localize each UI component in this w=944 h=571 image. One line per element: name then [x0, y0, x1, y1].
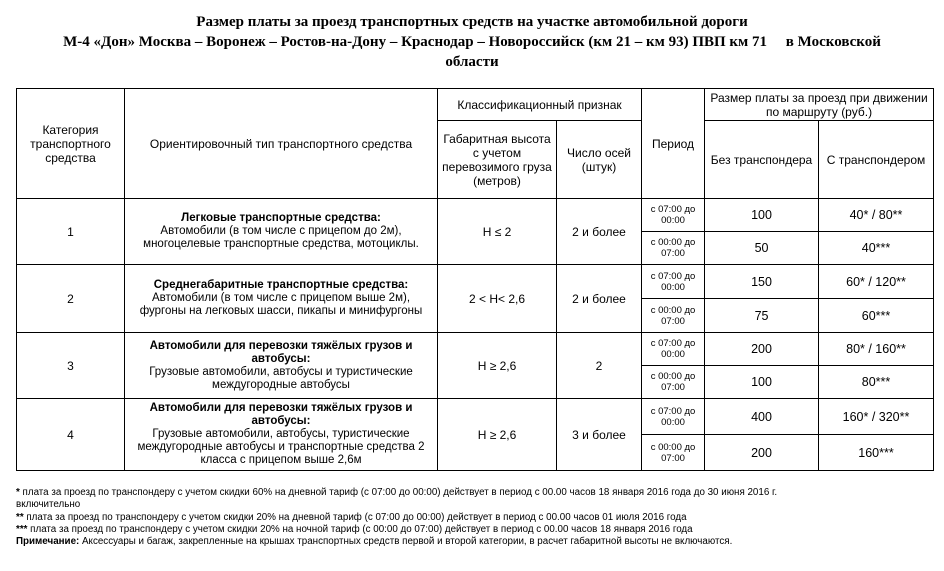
vehicle-type-title: Легковые транспортные средства:	[181, 212, 381, 224]
footnote-1-continuation: включительно	[16, 499, 81, 511]
footnotes	[16, 487, 936, 548]
title-line-1: Размер платы за проезд транспортных средств на участке автомобильной дороги	[196, 14, 748, 30]
title-line-2: М-4 «Дон» Москва – Воронеж – Ростов-на-Дону – Краснодар – Новороссийск (км 21 – км 93) ПВП км 71 в Московской	[63, 34, 881, 50]
footnote-1-text: плата за проезд по транспондеру с учетом скидки 60% на дневной тариф (с 07:00 до 00:00) действует в период с 00.00 часов 18 января 2016 года до 30 июня 2016 г.	[19, 487, 778, 498]
remark	[16, 536, 936, 548]
document-title	[0, 12, 944, 72]
remark-label: Примечание:	[16, 536, 80, 548]
vehicle-type-cell	[125, 333, 438, 399]
vehicle-type-desc: Автомобили (в том числе с прицепом выше 2м), фургоны на легковых шасси, пикапы и минифургоны	[139, 292, 423, 317]
fee-table	[16, 88, 934, 471]
footnote-3-mark: ***	[16, 523, 28, 535]
fee-no-transponder: 400	[705, 399, 819, 435]
fee-no-transponder: 200	[705, 333, 819, 366]
vehicle-type-title: Среднегабаритные транспортные средства:	[153, 279, 409, 291]
axles-cell: 2 и более	[557, 199, 642, 265]
axles-cell: 3 и более	[557, 399, 642, 471]
fee-with-transponder: 60***	[819, 299, 934, 333]
footnote-2-mark: **	[16, 511, 24, 523]
height-cell: H ≤ 2	[438, 199, 557, 265]
header-category: Категория транспортного средства	[17, 89, 125, 199]
category-cell: 4	[17, 399, 125, 471]
header-period: Период	[642, 89, 705, 199]
fee-no-transponder: 75	[705, 299, 819, 333]
category-cell: 3	[17, 333, 125, 399]
period-cell: с 07:00 до 00:00	[642, 399, 705, 435]
fee-no-transponder: 150	[705, 265, 819, 299]
vehicle-type-desc: Автомобили (в том числе с прицепом до 2м), многоцелевые транспортные средства, мотоциклы.	[143, 225, 419, 250]
vehicle-type-cell	[125, 265, 438, 333]
table-row	[17, 199, 934, 232]
period-cell: с 07:00 до 00:00	[642, 265, 705, 299]
header-row-1	[17, 89, 934, 121]
period-cell: с 07:00 до 00:00	[642, 333, 705, 366]
fee-with-transponder: 80* / 160**	[819, 333, 934, 366]
axles-cell: 2 и более	[557, 265, 642, 333]
table-row	[17, 333, 934, 366]
vehicle-type-desc: Грузовые автомобили, автобусы, туристические междугородные автобусы и транспортные средства 2 класса с прицепом выше 2,6м	[137, 428, 425, 466]
height-cell: H ≥ 2,6	[438, 399, 557, 471]
fee-no-transponder: 200	[705, 435, 819, 471]
height-cell: 2 < H< 2,6	[438, 265, 557, 333]
header-height: Габаритная высота с учетом перевозимого груза (метров)	[438, 121, 557, 199]
header-type: Ориентировочный тип транспортного средства	[125, 89, 438, 199]
vehicle-type-title: Автомобили для перевозки тяжёлых грузов и автобусы:	[149, 339, 413, 365]
footnote-1-mark: *	[16, 487, 20, 498]
fee-with-transponder: 40***	[819, 232, 934, 265]
height-cell: H ≥ 2,6	[438, 333, 557, 399]
footnote-2	[16, 512, 936, 524]
fee-no-transponder: 100	[705, 366, 819, 399]
header-axles: Число осей (штук)	[557, 121, 642, 199]
header-fee: Размер платы за проезд при движении по маршруту (руб.)	[705, 89, 934, 121]
vehicle-type-title: Автомобили для перевозки тяжёлых грузов и автобусы:	[149, 402, 413, 427]
table-row	[17, 399, 934, 435]
fee-no-transponder: 50	[705, 232, 819, 265]
vehicle-type-desc: Грузовые автомобили, автобусы и туристические междугородные автобусы	[149, 365, 413, 391]
footnote-1	[16, 487, 936, 499]
footnote-3-text: плата за проезд по транспондеру с учетом скидки 20% на ночной тариф (с 00:00 до 07:00) действует в период с 00.00 часов 18 января 2016 года	[27, 523, 693, 535]
vehicle-type-cell	[125, 199, 438, 265]
period-cell: с 07:00 до 00:00	[642, 199, 705, 232]
footnote-2-text: плата за проезд по транспондеру с учетом скидки 20% на дневной тариф (с 07:00 до 00:00) действует в период с 00.00 часов 01 июля 2016 года	[23, 511, 687, 523]
header-classification: Классификационный признак	[438, 89, 642, 121]
fee-with-transponder: 40* / 80**	[819, 199, 934, 232]
fee-no-transponder: 100	[705, 199, 819, 232]
table-row	[17, 265, 934, 299]
remark-text: Аксессуары и багаж, закрепленные на крышах транспортных средств первой и второй категории, в расчет габаритной высоты не включаются.	[79, 536, 733, 548]
vehicle-type-cell	[125, 399, 438, 471]
period-cell: с 00:00 до 07:00	[642, 366, 705, 399]
period-cell: с 00:00 до 07:00	[642, 435, 705, 471]
fee-with-transponder: 80***	[819, 366, 934, 399]
title-line-3: области	[445, 54, 499, 70]
category-cell: 1	[17, 199, 125, 265]
category-cell: 2	[17, 265, 125, 333]
fee-with-transponder: 160* / 320**	[819, 399, 934, 435]
header-no-transponder: Без транспондера	[705, 121, 819, 199]
footnote-3	[16, 524, 936, 536]
header-with-transponder: С транспондером	[819, 121, 934, 199]
fee-with-transponder: 60* / 120**	[819, 265, 934, 299]
axles-cell: 2	[557, 333, 642, 399]
fee-with-transponder: 160***	[819, 435, 934, 471]
period-cell: с 00:00 до 07:00	[642, 299, 705, 333]
period-cell: с 00:00 до 07:00	[642, 232, 705, 265]
